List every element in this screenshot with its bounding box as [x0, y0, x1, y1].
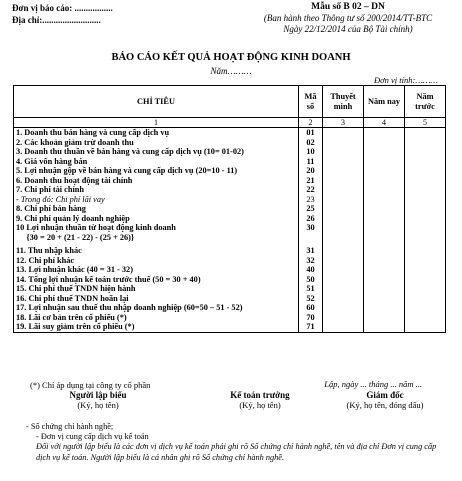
row-code: 02 [299, 138, 323, 148]
row-item: 8. Chi phí bán hàng [14, 204, 299, 214]
col-number: 2 [299, 118, 323, 128]
row-current-cell [364, 147, 405, 157]
row-code: 25 [299, 204, 323, 214]
col-number: 1 [14, 118, 299, 128]
row-current-cell [364, 294, 405, 304]
table-header-row [14, 86, 446, 118]
row-current-cell [364, 214, 405, 224]
row-previous-cell [405, 322, 446, 332]
row-note-cell [323, 313, 364, 323]
row-previous-cell [405, 147, 446, 157]
row-previous-cell [405, 313, 446, 323]
table-row [14, 157, 446, 167]
row-note-cell [323, 294, 364, 304]
row-note-cell [323, 138, 364, 148]
row-previous-cell [405, 176, 446, 186]
row-item: 5. Lợi nhuận gộp về bán hàng và cung cấp dịch vụ (20=10 - 11) [14, 166, 299, 176]
table-row [14, 322, 446, 332]
row-current-cell [364, 138, 405, 148]
row-code: 40 [299, 265, 323, 275]
row-current-cell [364, 275, 405, 285]
row-current-cell [364, 185, 405, 195]
row-note-cell [323, 284, 364, 294]
row-current-cell [364, 233, 405, 243]
reporting-unit-label: Đơn vị báo cáo: ................. [12, 3, 113, 13]
row-code: 30 [299, 223, 323, 233]
row-item: 12. Chi phí khác [14, 256, 299, 266]
row-item: 6. Doanh thu hoạt động tài chính [14, 176, 299, 186]
joint-stock-note: (*) Chỉ áp dụng tại công ty cổ phần [30, 380, 151, 390]
row-item: 18. Lãi cơ bản trên cổ phiếu (*) [14, 313, 299, 323]
row-note-cell [323, 176, 364, 186]
row-previous-cell [405, 157, 446, 167]
row-code: 01 [299, 128, 323, 138]
accountant-sign-hint: (Ký, họ tên) [239, 400, 281, 410]
row-note-cell [323, 256, 364, 266]
row-item: 19. Lãi suy giảm trên cổ phiếu (*) [14, 322, 299, 332]
table-row [14, 204, 446, 214]
row-previous-cell [405, 214, 446, 224]
row-previous-cell [405, 223, 446, 233]
row-note-cell [323, 275, 364, 285]
table-body [14, 128, 446, 333]
row-code: 26 [299, 214, 323, 224]
row-previous-cell [405, 204, 446, 214]
row-item: 13. Lợi nhuận khác (40 = 31 - 32) [14, 265, 299, 275]
row-previous-cell [405, 275, 446, 285]
row-note-cell [323, 265, 364, 275]
footer-notes [26, 422, 446, 463]
row-note-cell [323, 303, 364, 313]
row-code: 60 [299, 303, 323, 313]
row-current-cell [364, 256, 405, 266]
row-note-cell [323, 214, 364, 224]
row-item: 10 Lợi nhuận thuần từ hoạt động kinh doanh [14, 223, 299, 233]
row-note-cell [323, 204, 364, 214]
row-code: 50 [299, 275, 323, 285]
column-number-row [14, 118, 446, 128]
table-row [14, 265, 446, 275]
table-row [14, 176, 446, 186]
row-item: 4. Giá vốn hàng bán [14, 157, 299, 167]
row-note-cell [323, 246, 364, 256]
row-code: 10 [299, 147, 323, 157]
header-code: Mã số [299, 86, 323, 118]
row-note-cell [323, 322, 364, 332]
row-note-cell [323, 185, 364, 195]
col-number: 5 [405, 118, 446, 128]
row-previous-cell [405, 138, 446, 148]
row-previous-cell [405, 294, 446, 304]
row-previous-cell [405, 284, 446, 294]
row-item: 3. Doanh thu thuần về bán hàng và cung cấp dịch vụ (10= 01-02) [14, 147, 299, 157]
row-note-cell [323, 157, 364, 167]
form-code: Mẫu số B 02 – DN [311, 2, 385, 12]
row-current-cell [364, 176, 405, 186]
row-code: 51 [299, 284, 323, 294]
row-previous-cell [405, 265, 446, 275]
row-current-cell [364, 128, 405, 138]
table-row [14, 313, 446, 323]
row-code [299, 233, 323, 243]
issued-by: (Ban hành theo Thông tư số 200/2014/TT-BTC [263, 13, 433, 23]
income-statement-table [13, 85, 446, 333]
table-row [14, 256, 446, 266]
service-note: Đối với người lập biểu là các đơn vị dịch vụ kế toán phải ghi rõ Số chứng chỉ hành nghề, tên và địa chỉ Đơn vị cung cấp dịch vụ kế toán. Người lập biểu là cá nhân ghi rõ Số chứng chỉ hành nghề. [36, 442, 437, 462]
reporting-unit-block [12, 2, 113, 26]
report-unit: Đơn vị tính:……… [373, 75, 438, 85]
table-row [14, 166, 446, 176]
row-item: 17. Lợi nhuận sau thuế thu nhập doanh nghiệp (60=50 – 51 - 52) [14, 303, 299, 313]
row-current-cell [364, 223, 405, 233]
row-current-cell [364, 166, 405, 176]
row-current-cell [364, 204, 405, 214]
row-previous-cell [405, 128, 446, 138]
row-current-cell [364, 322, 405, 332]
row-code: 11 [299, 157, 323, 167]
report-year: Năm……… [210, 66, 252, 76]
table-row [14, 284, 446, 294]
row-previous-cell [405, 233, 446, 243]
table-row [14, 294, 446, 304]
row-current-cell [364, 246, 405, 256]
row-previous-cell [405, 246, 446, 256]
row-code: 21 [299, 176, 323, 186]
table-row [14, 223, 446, 233]
row-current-cell [364, 265, 405, 275]
row-previous-cell [405, 166, 446, 176]
row-item: 1. Doanh thu bán hàng và cung cấp dịch vụ [14, 128, 299, 138]
issued-date: Ngày 22/12/2014 của Bộ Tài chính) [283, 24, 413, 34]
row-current-cell [364, 195, 405, 205]
table-row [14, 303, 446, 313]
row-note-cell [323, 166, 364, 176]
row-current-cell [364, 284, 405, 294]
header-previous-year: Năm trước [405, 86, 446, 118]
row-item: - Trong đó: Chi phí lãi vay [14, 195, 299, 205]
address-label: Địa chỉ:.......................... [12, 15, 101, 25]
accountant-role: Kế toán trưởng [230, 390, 290, 400]
row-note-cell [323, 223, 364, 233]
row-item: 11. Thu nhập khác [14, 246, 299, 256]
table-row [14, 138, 446, 148]
table-row [14, 185, 446, 195]
table-row [14, 233, 446, 243]
table-row [14, 246, 446, 256]
row-note-cell [323, 233, 364, 243]
director-signature [320, 390, 450, 410]
col-number: 3 [323, 118, 364, 128]
director-role: Giám đốc [366, 390, 404, 400]
row-item: 9. Chi phí quản lý doanh nghiệp [14, 214, 299, 224]
row-code: 20 [299, 166, 323, 176]
table-row [14, 275, 446, 285]
date-line: Lập, ngày ... tháng ... năm ... [324, 379, 422, 389]
row-code: 22 [299, 185, 323, 195]
certificate-line: - Số chứng chỉ hành nghề; [26, 422, 114, 431]
row-code: 32 [299, 256, 323, 266]
row-item: 15. Chi phí thuế TNDN hiện hành [14, 284, 299, 294]
row-item: {30 = 20 + (21 - 22) - (25 + 26)} [14, 233, 299, 243]
row-item: 7. Chi phí tài chính [14, 185, 299, 195]
row-note-cell [323, 128, 364, 138]
row-code: 71 [299, 322, 323, 332]
row-item: 14. Tổng lợi nhuận kế toán trước thuế (50 = 30 + 40) [14, 275, 299, 285]
row-previous-cell [405, 256, 446, 266]
table-row [14, 195, 446, 205]
preparer-sign-hint: (Ký, họ tên) [77, 400, 119, 410]
accountant-signature [200, 390, 320, 410]
row-current-cell [364, 313, 405, 323]
row-previous-cell [405, 303, 446, 313]
row-current-cell [364, 157, 405, 167]
col-number: 4 [364, 118, 405, 128]
row-note-cell [323, 147, 364, 157]
report-title: BÁO CÁO KẾT QUẢ HOẠT ĐỘNG KINH DOANH [111, 52, 351, 63]
row-previous-cell [405, 185, 446, 195]
row-note-cell [323, 195, 364, 205]
row-code: 31 [299, 246, 323, 256]
row-current-cell [364, 303, 405, 313]
row-code: 23 [299, 195, 323, 205]
row-code: 52 [299, 294, 323, 304]
header-item: CHỈ TIÊU [14, 86, 299, 118]
form-code-block [238, 2, 458, 35]
service-provider-line: - Đơn vị cung cấp dịch vụ kế toán [36, 432, 149, 442]
header-current-year: Năm nay [364, 86, 405, 118]
row-code: 70 [299, 313, 323, 323]
preparer-signature [38, 390, 158, 410]
director-sign-hint: (Ký, họ tên, đóng dấu) [346, 400, 424, 410]
header-note: Thuyết minh [323, 86, 364, 118]
row-item: 2. Các khoản giảm trừ doanh thu [14, 138, 299, 148]
preparer-role: Người lập biểu [69, 390, 127, 400]
table-row [14, 147, 446, 157]
row-item: 16. Chi phí thuế TNDN hoãn lại [14, 294, 299, 304]
table-row [14, 128, 446, 138]
table-row [14, 214, 446, 224]
row-previous-cell [405, 195, 446, 205]
